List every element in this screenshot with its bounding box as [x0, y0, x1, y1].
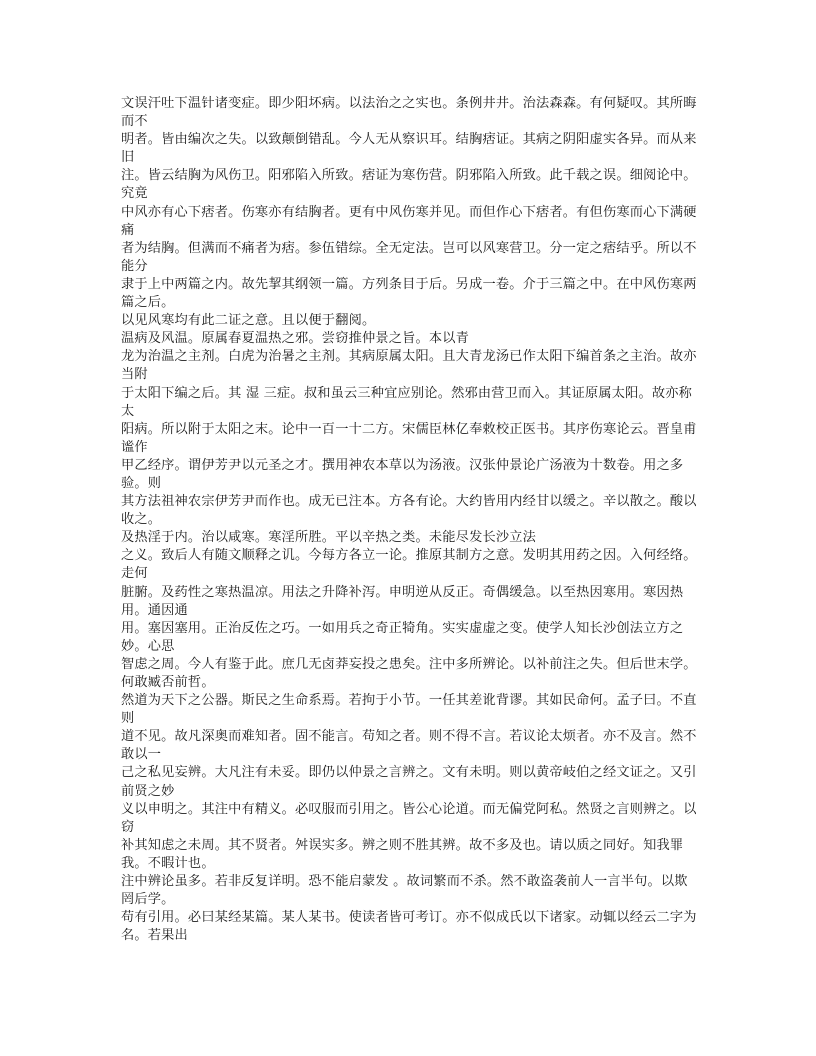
text-line: 注中辨论虽多。若非反复详明。恐不能启蒙发 。故词繁而不杀。然不敢盗袭前人一言半句。以欺罔后学。 [121, 874, 688, 908]
body-text [121, 95, 701, 945]
text-line: 道不见。故凡深奥而难知者。固不能言。苟知之者。则不得不言。若议论太烦者。亦不及言。然不敢以一 [121, 729, 697, 763]
text-line: 明者。皆由编次之失。以致颠倒错乱。今人无从察识耳。结胸痞证。其病之阴阳虚实各异。而从来旧 [121, 132, 697, 166]
text-line: 用。塞因塞用。正治反佐之巧。一如用兵之奇正犄角。实实虚虚之变。使学人知长沙创法立方之妙。心思 [121, 620, 684, 654]
text-line: 文误汗吐下温针诸变症。即少阳坏病。以法治之之实也。条例井井。治法森森。有何疑叹。其所晦而不 [121, 96, 697, 130]
text-line: 以见风寒均有此二证之意。且以便于翻阅。 [121, 313, 376, 329]
text-line: 中风亦有心下痞者。伤寒亦有结胸者。更有中风伤寒并见。而但作心下痞者。有但伤寒而心下满硬痛 [121, 204, 697, 238]
text-line: 隶于上中两篇之内。故先挈其纲领一篇。方列条目于后。另成一卷。介于三篇之中。在中风伤寒两篇之后。 [121, 276, 697, 311]
text-line: 苟有引用。必曰某经某篇。某人某书。使读者皆可考订。亦不似成氏以下诸家。动辄以经云二字为名。若果出 [121, 910, 697, 944]
text-line: 智虑之周。今人有鉴于此。庶几无卤莽妄投之患矣。注中多所辨论。以补前注之失。但后世末学。何敢臧否前哲。 [121, 656, 697, 690]
text-line: 其方法祖神农宗伊芳尹而作也。成无已注本。方各有论。大约皆用内经甘以缓之。辛以散之。酸以收之。 [121, 494, 697, 528]
text-line: 于太阳下编之后。其 湿 三症。叔和虽云三种宜应别论。然邪由营卫而入。其证原属太阳。故亦称太 [121, 385, 693, 419]
text-line: 注。皆云结胸为风伤卫。阳邪陷入所致。痞证为寒伤营。阴邪陷入所致。此千载之误。细阅论中。究竟 [121, 168, 697, 202]
text-line: 温病及风温。原属春夏温热之邪。尝窃推仲景之旨。本以青 [121, 331, 470, 347]
text-line: 甲乙经序。谓伊芳尹以元圣之才。撰用神农本草以为汤液。汉张仲景论广汤液为十数卷。用之多验。则 [121, 457, 684, 491]
text-line: 补其知虑之未周。其不贤者。舛误实多。辨之则不胜其辨。故不多及也。请以质之同好。知我罪我。不暇计也。 [121, 837, 684, 871]
text-line: 义以申明之。其注中有精义。必叹服而引用之。皆公心论道。而无偏党阿私。然贤之言则辨之。以窃 [121, 801, 697, 835]
text-line: 者为结胸。但满而不痛者为痞。参伍错综。全无定法。岂可以风寒营卫。分一定之痞结乎。所以不能分 [121, 240, 697, 274]
text-line: 阳病。所以附于太阳之末。论中一百一十二方。宋儒臣林亿奉敕校正医书。其序伤寒论云。晋皇甫谧作 [121, 421, 697, 455]
text-line: 然道为天下之公器。斯民之生命系焉。若拘于小节。一任其差讹背谬。其如民命何。孟子曰。不直则 [121, 693, 697, 727]
text-line: 及热淫于内。治以咸寒。寒淫所胜。平以辛热之类。未能尽发长沙立法 [121, 530, 537, 546]
text-line: 之义。致后人有随文顺释之讥。今每方各立一论。推原其制方之意。发明其用药之因。入何经络。走何 [121, 548, 697, 582]
text-line: 己之私见妄辨。大凡注有未妥。即仍以仲景之言辨之。文有未明。则以黄帝岐伯之经文证之。又引前贤之妙 [121, 765, 697, 799]
text-line: 脏腑。及药性之寒热温凉。用法之升降补泻。申明逆从反正。奇偶缓急。以至热因寒用。寒因热用。通因通 [121, 584, 684, 618]
text-line: 龙为治温之主剂。白虎为治暑之主剂。其病原属太阳。且大青龙汤已作太阳下编首条之主治。故亦当附 [121, 349, 697, 383]
